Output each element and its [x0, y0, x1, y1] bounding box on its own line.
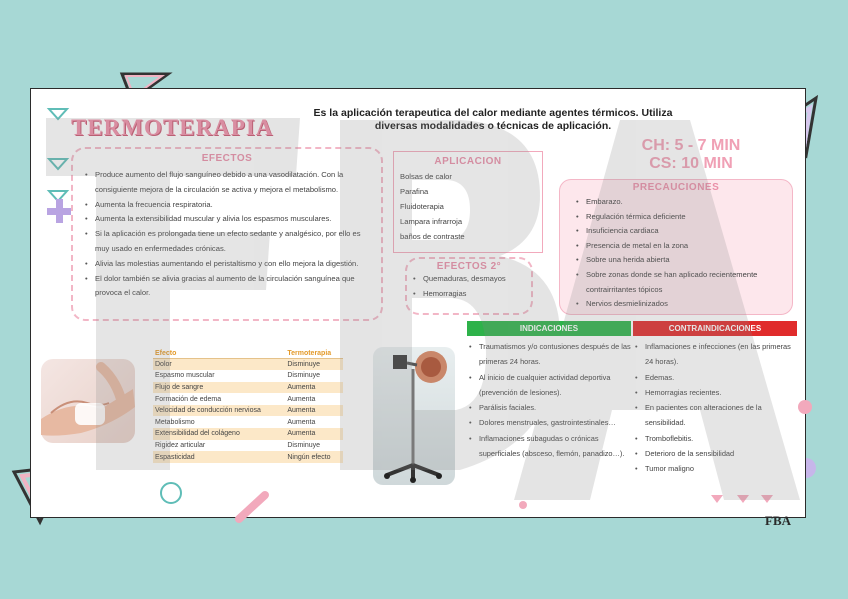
indicaciones-item: • Al inicio de cualquier actividad deportiva (prevención de lesiones).: [467, 370, 631, 401]
table-cell: Velocidad de conducción nerviosa: [153, 405, 285, 417]
precauciones-item: • Sobre zonas donde se han aplicado recientemente contrairritantes tópicos: [574, 268, 786, 297]
indicaciones-item: • Parálisis faciales.: [467, 400, 631, 415]
efectos2-item: • Hemorragias: [411, 287, 527, 302]
page-title: TERMOTERAPIA: [71, 115, 274, 140]
contraindicaciones-item: • Edemas.: [633, 370, 797, 385]
table-header: Efecto: [153, 349, 285, 359]
table-cell: Dolor: [153, 359, 285, 371]
table-cell: Aumenta: [285, 428, 343, 440]
efectos-item: • Alivia las molestias aumentando el peristaltismo y con ello mejora la digestión.: [83, 257, 373, 272]
table-cell: Disminuye: [287, 372, 321, 380]
efectos-item: • Si la aplicación es prolongada tiene un efecto sedante y analgésico, por ello es muy usado en enfermedades crónicas.: [83, 227, 373, 257]
precauciones-item: • Regulación térmica deficiente: [574, 210, 786, 225]
efectos-heading: EFECTOS: [201, 153, 253, 164]
indicaciones-heading: INDICACIONES: [467, 321, 631, 336]
indicaciones-item: • Dolores menstruales, gastrointestinales…: [467, 415, 631, 430]
table-cell: Espasmo muscular: [155, 372, 215, 380]
aplicacion-heading: APLICACION: [434, 156, 502, 167]
precauciones-item: • Sobre una herida abierta: [574, 253, 786, 268]
table-cell: Espasticidad: [153, 451, 285, 463]
table-cell: Aumenta: [285, 405, 343, 417]
table-cell: Aumenta: [287, 418, 316, 426]
table-cell: Ningún efecto: [285, 451, 343, 463]
description: Es la aplicación terapeutica del calor mediante agentes térmicos. Utiliza diversas modalidades o técnicas de aplicación.: [313, 107, 673, 132]
precauciones-item: • Presencia de metal en la zona: [574, 239, 786, 254]
efectos-item: • Aumenta la frecuencia respiratoria.: [83, 198, 373, 213]
efectos-item: • El dolor también se alivia gracias al aumento de la circulación sanguínea que provoca el calor.: [83, 272, 373, 302]
aplicacion-item: Bolsas de calor: [400, 172, 452, 181]
contraindicaciones-item: • Deterioro de la sensibilidad: [633, 446, 797, 461]
table-cell: Aumenta: [285, 382, 343, 394]
table-cell: Disminuye: [285, 359, 343, 371]
efectos2-heading: EFECTOS 2°: [436, 261, 502, 272]
contraindicaciones-item: • Tromboflebitis.: [633, 431, 797, 446]
table-cell: Aumenta: [287, 395, 316, 403]
table-header: Termoterapia: [285, 349, 343, 359]
time-cs: CS: 10 MIN: [649, 155, 733, 172]
aplicacion-item: Parafina: [400, 187, 429, 196]
contraindicaciones-item: • En pacientes con alteraciones de la sensibilidad.: [633, 400, 797, 431]
aplicacion-item: Fluidoterapia: [400, 202, 444, 211]
precauciones-heading: PRECAUCIONES: [632, 182, 720, 193]
aplicacion-item: Lampara infrarroja: [400, 217, 463, 226]
indicaciones-item: • Inflamaciones subagudas o crónicas superficiales (absceso, flemón, panadizo…).: [467, 431, 631, 462]
circle-decoration: [798, 400, 812, 414]
contraindicaciones-item: • Inflamaciones e infecciones (en las primeras 24 horas).: [633, 339, 797, 370]
efectos-item: • Produce aumento del flujo sanguíneo debido a una vasodilatación. Con la consiguiente mejora de la circulación se activa y mejora el metabolismo.: [83, 168, 373, 198]
indicaciones-item: • Traumatismos y/o contusiones después de las primeras 24 horas.: [467, 339, 631, 370]
aplicacion-item: baños de contraste: [400, 232, 465, 241]
precauciones-item: • Nervios desmielinizados: [574, 297, 786, 312]
precauciones-item: • Embarazo.: [574, 195, 786, 210]
table-cell: Metabolismo: [155, 418, 195, 426]
contraindicaciones-item: • Hemorragias recientes.: [633, 385, 797, 400]
precauciones-item: • Insuficiencia cardiaca: [574, 224, 786, 239]
table-cell: Formación de edema: [155, 395, 222, 403]
infographic-card: [30, 88, 806, 528]
contraindicaciones-heading: CONTRAINDICACIONES: [633, 321, 797, 336]
efectos2-item: • Quemaduras, desmayos: [411, 272, 527, 287]
table-cell: Disminuye: [287, 441, 321, 449]
decorative-shapes: [31, 89, 807, 519]
efectos-item: • Aumenta la extensibilidad muscular y alivia los espasmos musculares.: [83, 212, 373, 227]
brand-logo: FBA: [765, 513, 791, 528]
time-ch: CH: 5 - 7 MIN: [641, 137, 741, 154]
table-cell: Rigidez articular: [155, 441, 206, 449]
contraindicaciones-item: • Tumor maligno: [633, 461, 797, 476]
table-cell: Flujo de sangre: [153, 382, 285, 394]
table-cell: Extensibilidad del colágeno: [153, 428, 285, 440]
